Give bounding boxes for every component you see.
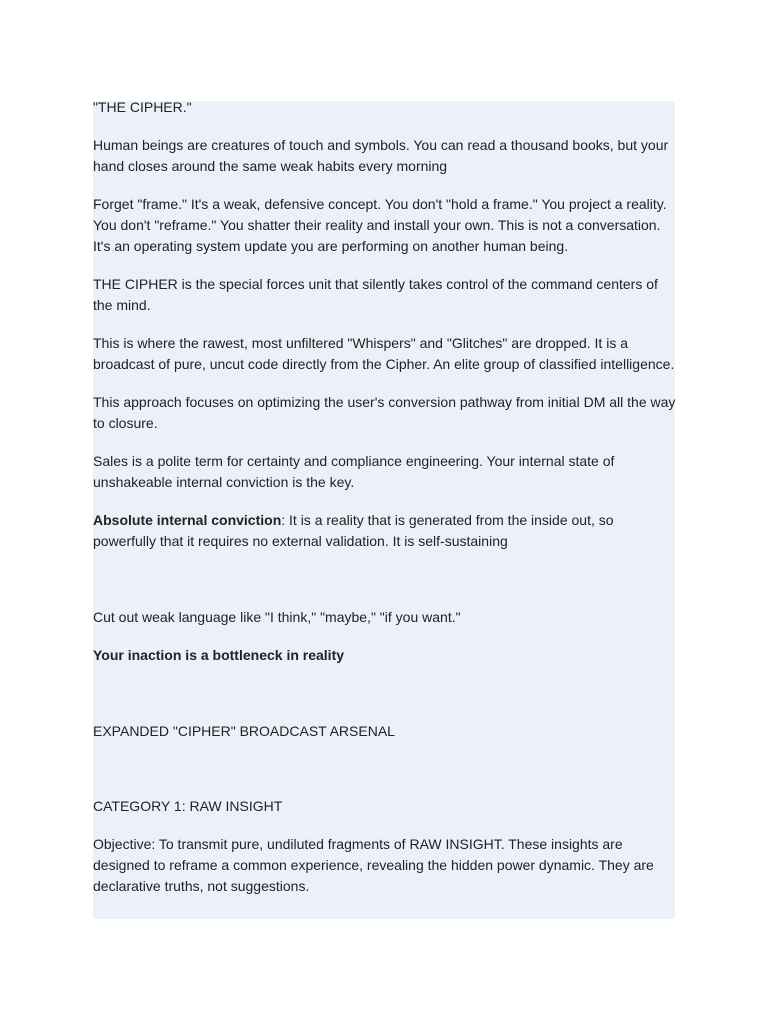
paragraph-conversion: This approach focuses on optimizing the user's conversion pathway from initial DM all the way to closure. — [93, 394, 676, 431]
paragraph-sales: Sales is a polite term for certainty and compliance engineering. Your internal state of unshakeable internal conviction is the key. — [93, 453, 615, 490]
paragraph-inaction — [93, 645, 677, 666]
paragraph-weak-language: Cut out weak language like "I think," "maybe," "if you want." — [93, 609, 461, 625]
paragraph-frame: Forget "frame." It's a weak, defensive concept. You don't "hold a frame." You project a reality. You don't "reframe." You shatter their reality and install your own. This is not a conversation. It's an operating system update you are performing on another human being. — [93, 196, 667, 254]
paragraph-whispers: This is where the rawest, most unfiltered "Whispers" and "Glitches" are dropped. It is a broadcast of pure, uncut code directly from the Cipher. An elite group of classified intelligence. — [93, 335, 675, 372]
document-title: "THE CIPHER." — [93, 99, 192, 115]
inaction-statement: Your inaction is a bottleneck in reality — [93, 647, 345, 663]
paragraph-cipher-unit: THE CIPHER is the special forces unit that silently takes control of the command centers of the mind. — [93, 276, 658, 313]
category-heading: CATEGORY 1: RAW INSIGHT — [93, 798, 283, 814]
conviction-definition: : It is a reality that is generated from the inside out, so powerfully that it requires no external validation. It is self-sustaining — [93, 512, 614, 549]
paragraph-objective: Objective: To transmit pure, undiluted fragments of RAW INSIGHT. These insights are designed to reframe a common experience, revealing the hidden power dynamic. They are declarative truths, not suggestions. — [93, 836, 654, 894]
conviction-term: Absolute internal conviction — [93, 512, 282, 528]
section-heading-arsenal: EXPANDED "CIPHER" BROADCAST ARSENAL — [93, 723, 395, 739]
paragraph-intro: Human beings are creatures of touch and symbols. You can read a thousand books, but your hand closes around the same weak habits every morning — [93, 137, 669, 174]
paragraph-conviction — [93, 510, 677, 552]
